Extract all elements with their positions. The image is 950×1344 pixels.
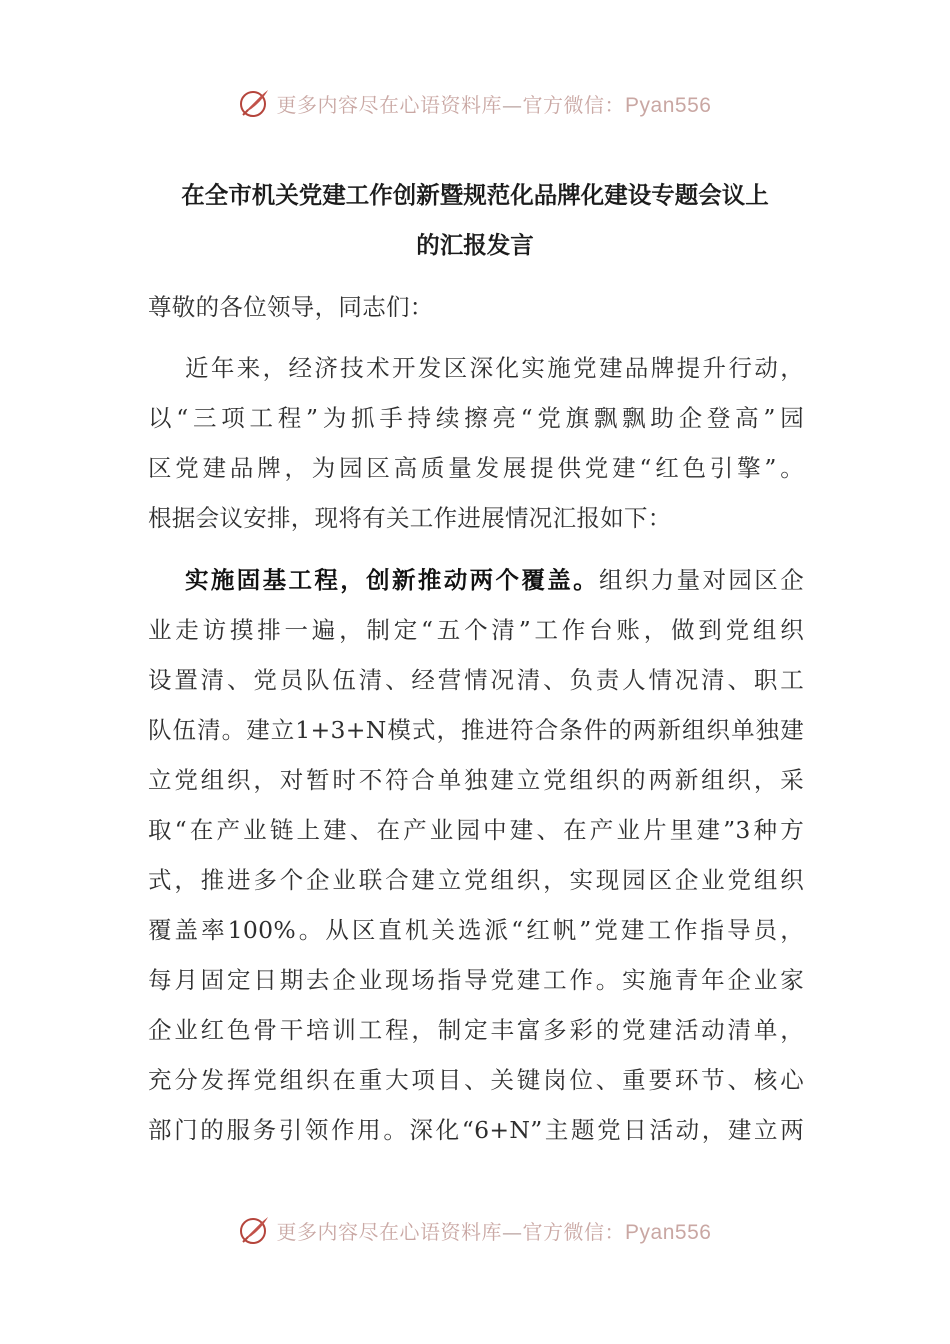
document-title-line-1: 在全市机关党建工作创新暨规范化品牌化建设专题会议上 [181,181,769,209]
paragraph-2-line-4: 队伍清。建立1+3+N模式，推进符合条件的两新组织单独建 [148,716,804,744]
paragraph-1-line-3: 区党建品牌，为园区高质量发展提供党建“红色引擎”。 [148,454,804,482]
paragraph-2-line-10: 企业红色骨干培训工程，制定丰富多彩的党建活动清单， [148,1016,804,1044]
paragraph-2-line-2: 业走访摸排一遍，制定“五个清”工作台账，做到党组织 [148,616,804,644]
watermark-separator: — [502,92,523,117]
paragraph-1-line-1: 近年来，经济技术开发区深化实施党建品牌提升行动， [185,354,804,382]
paragraph-1-line-4: 根据会议安排，现将有关工作进展情况汇报如下： [148,504,672,532]
paragraph-2-line-11: 充分发挥党组织在重大项目、关键岗位、重要环节、核心 [148,1066,804,1094]
watermark-wechat-label: 官方微信： [522,1219,626,1244]
paragraph-2-line-7: 式，推进多个企业联合建立党组织，实现园区企业党组织 [148,866,804,894]
watermark-site-text: 更多内容尽在心语资料库 [276,92,503,117]
paragraph-1-line-2: 以“三项工程”为抓手持续擦亮“党旗飘飘助企登高”园 [148,404,804,432]
paragraph-2-line-3: 设置清、党员队伍清、经营情况清、负责人情况清、职工 [148,666,804,694]
document-title-line-2: 的汇报发言 [416,231,534,259]
paragraph-2-line-12: 部门的服务引领作用。深化“6+N”主题党日活动，建立两 [148,1116,804,1144]
paragraph-2-line-6: 取“在产业链上建、在产业园中建、在产业片里建”3种方 [148,816,804,844]
watermark-text [277,89,712,118]
paragraph-2-line-8: 覆盖率100%。从区直机关选派“红帆”党建工作指导员， [148,916,804,944]
paragraph-2-line-1-rest: 组织力量对园区企 [599,566,804,594]
paragraph-2-line-1 [185,555,804,605]
feather-pen-logo-icon [239,1214,271,1246]
watermark-banner-top [0,83,950,123]
paragraph-2-heading: 实施固基工程，创新推动两个覆盖。 [185,566,600,594]
salutation: 尊敬的各位领导，同志们： [148,293,434,321]
watermark-text [277,1216,712,1245]
watermark-wechat-id: Pyan556 [625,93,712,117]
paragraph-2-line-9: 每月固定日期去企业现场指导党建工作。实施青年企业家 [148,966,804,994]
watermark-wechat-id: Pyan556 [625,1220,712,1244]
watermark-site-text: 更多内容尽在心语资料库 [276,1219,503,1244]
feather-pen-logo-icon [239,87,271,119]
watermark-banner-bottom [0,1210,950,1250]
paragraph-2-line-5: 立党组织，对暂时不符合单独建立党组织的两新组织，采 [148,766,804,794]
watermark-separator: — [502,1219,523,1244]
watermark-wechat-label: 官方微信： [522,92,626,117]
